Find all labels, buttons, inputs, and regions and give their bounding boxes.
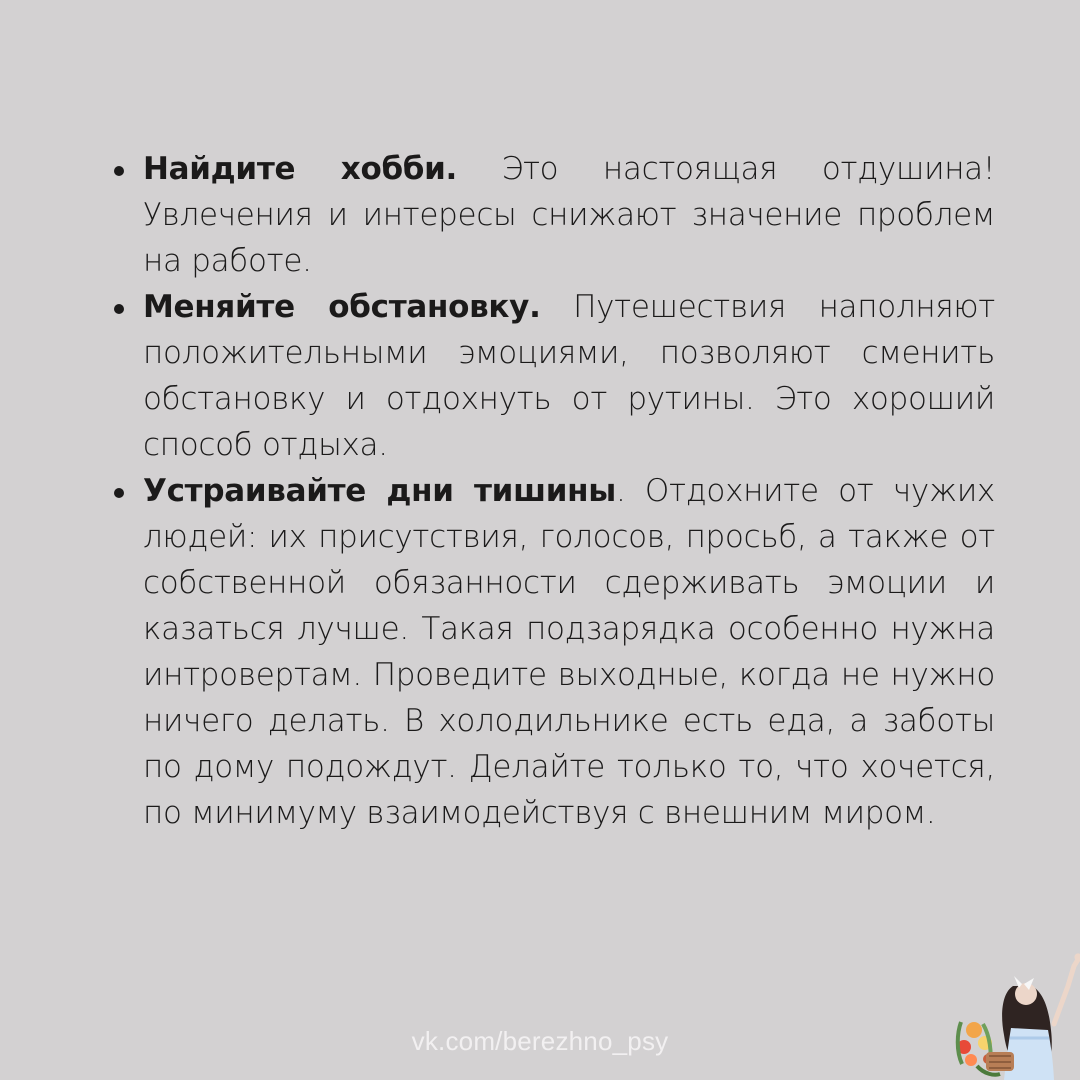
tip-text: Это настоящая отдушина! Увлечения и интересы снижают значение проблем на работе. bbox=[143, 151, 996, 279]
tip-hobby bbox=[113, 146, 995, 284]
bullet-dot-icon bbox=[114, 166, 124, 176]
tip-silence-days bbox=[113, 468, 995, 836]
main-content bbox=[113, 146, 995, 836]
tip-title: Найдите хобби. bbox=[143, 151, 458, 187]
tip-change-environment bbox=[113, 284, 995, 468]
girl-with-flowers-illustration bbox=[950, 938, 1080, 1080]
tip-title: Меняйте обстановку. bbox=[143, 289, 541, 325]
bullet-dot-icon bbox=[114, 488, 124, 498]
bullet-dot-icon bbox=[114, 304, 124, 314]
tip-text: . Отдохните от чужих людей: их присутствия, голосов, просьб, а также от собственной обязанности сдерживать эмоции и казаться лучше. Такая подзарядка особенно нужна интровертам. Проведите выходные, когда не нужно ничего делать. В холодильнике есть еда, а заботы по дому подождут. Делайте только то, что хочется, по минимуму взаимодействуя с внешним миром. bbox=[143, 473, 995, 831]
tip-text: Путешествия наполняют положительными эмоциями, позволяют сменить обстановку и отдохнуть от рутины. Это хороший способ отдыха. bbox=[143, 289, 995, 463]
footer-link[interactable]: vk.com/berezhno_psy bbox=[411, 1026, 669, 1056]
tip-title: Устраивайте дни тишины bbox=[143, 473, 616, 509]
tips-list bbox=[113, 146, 995, 836]
